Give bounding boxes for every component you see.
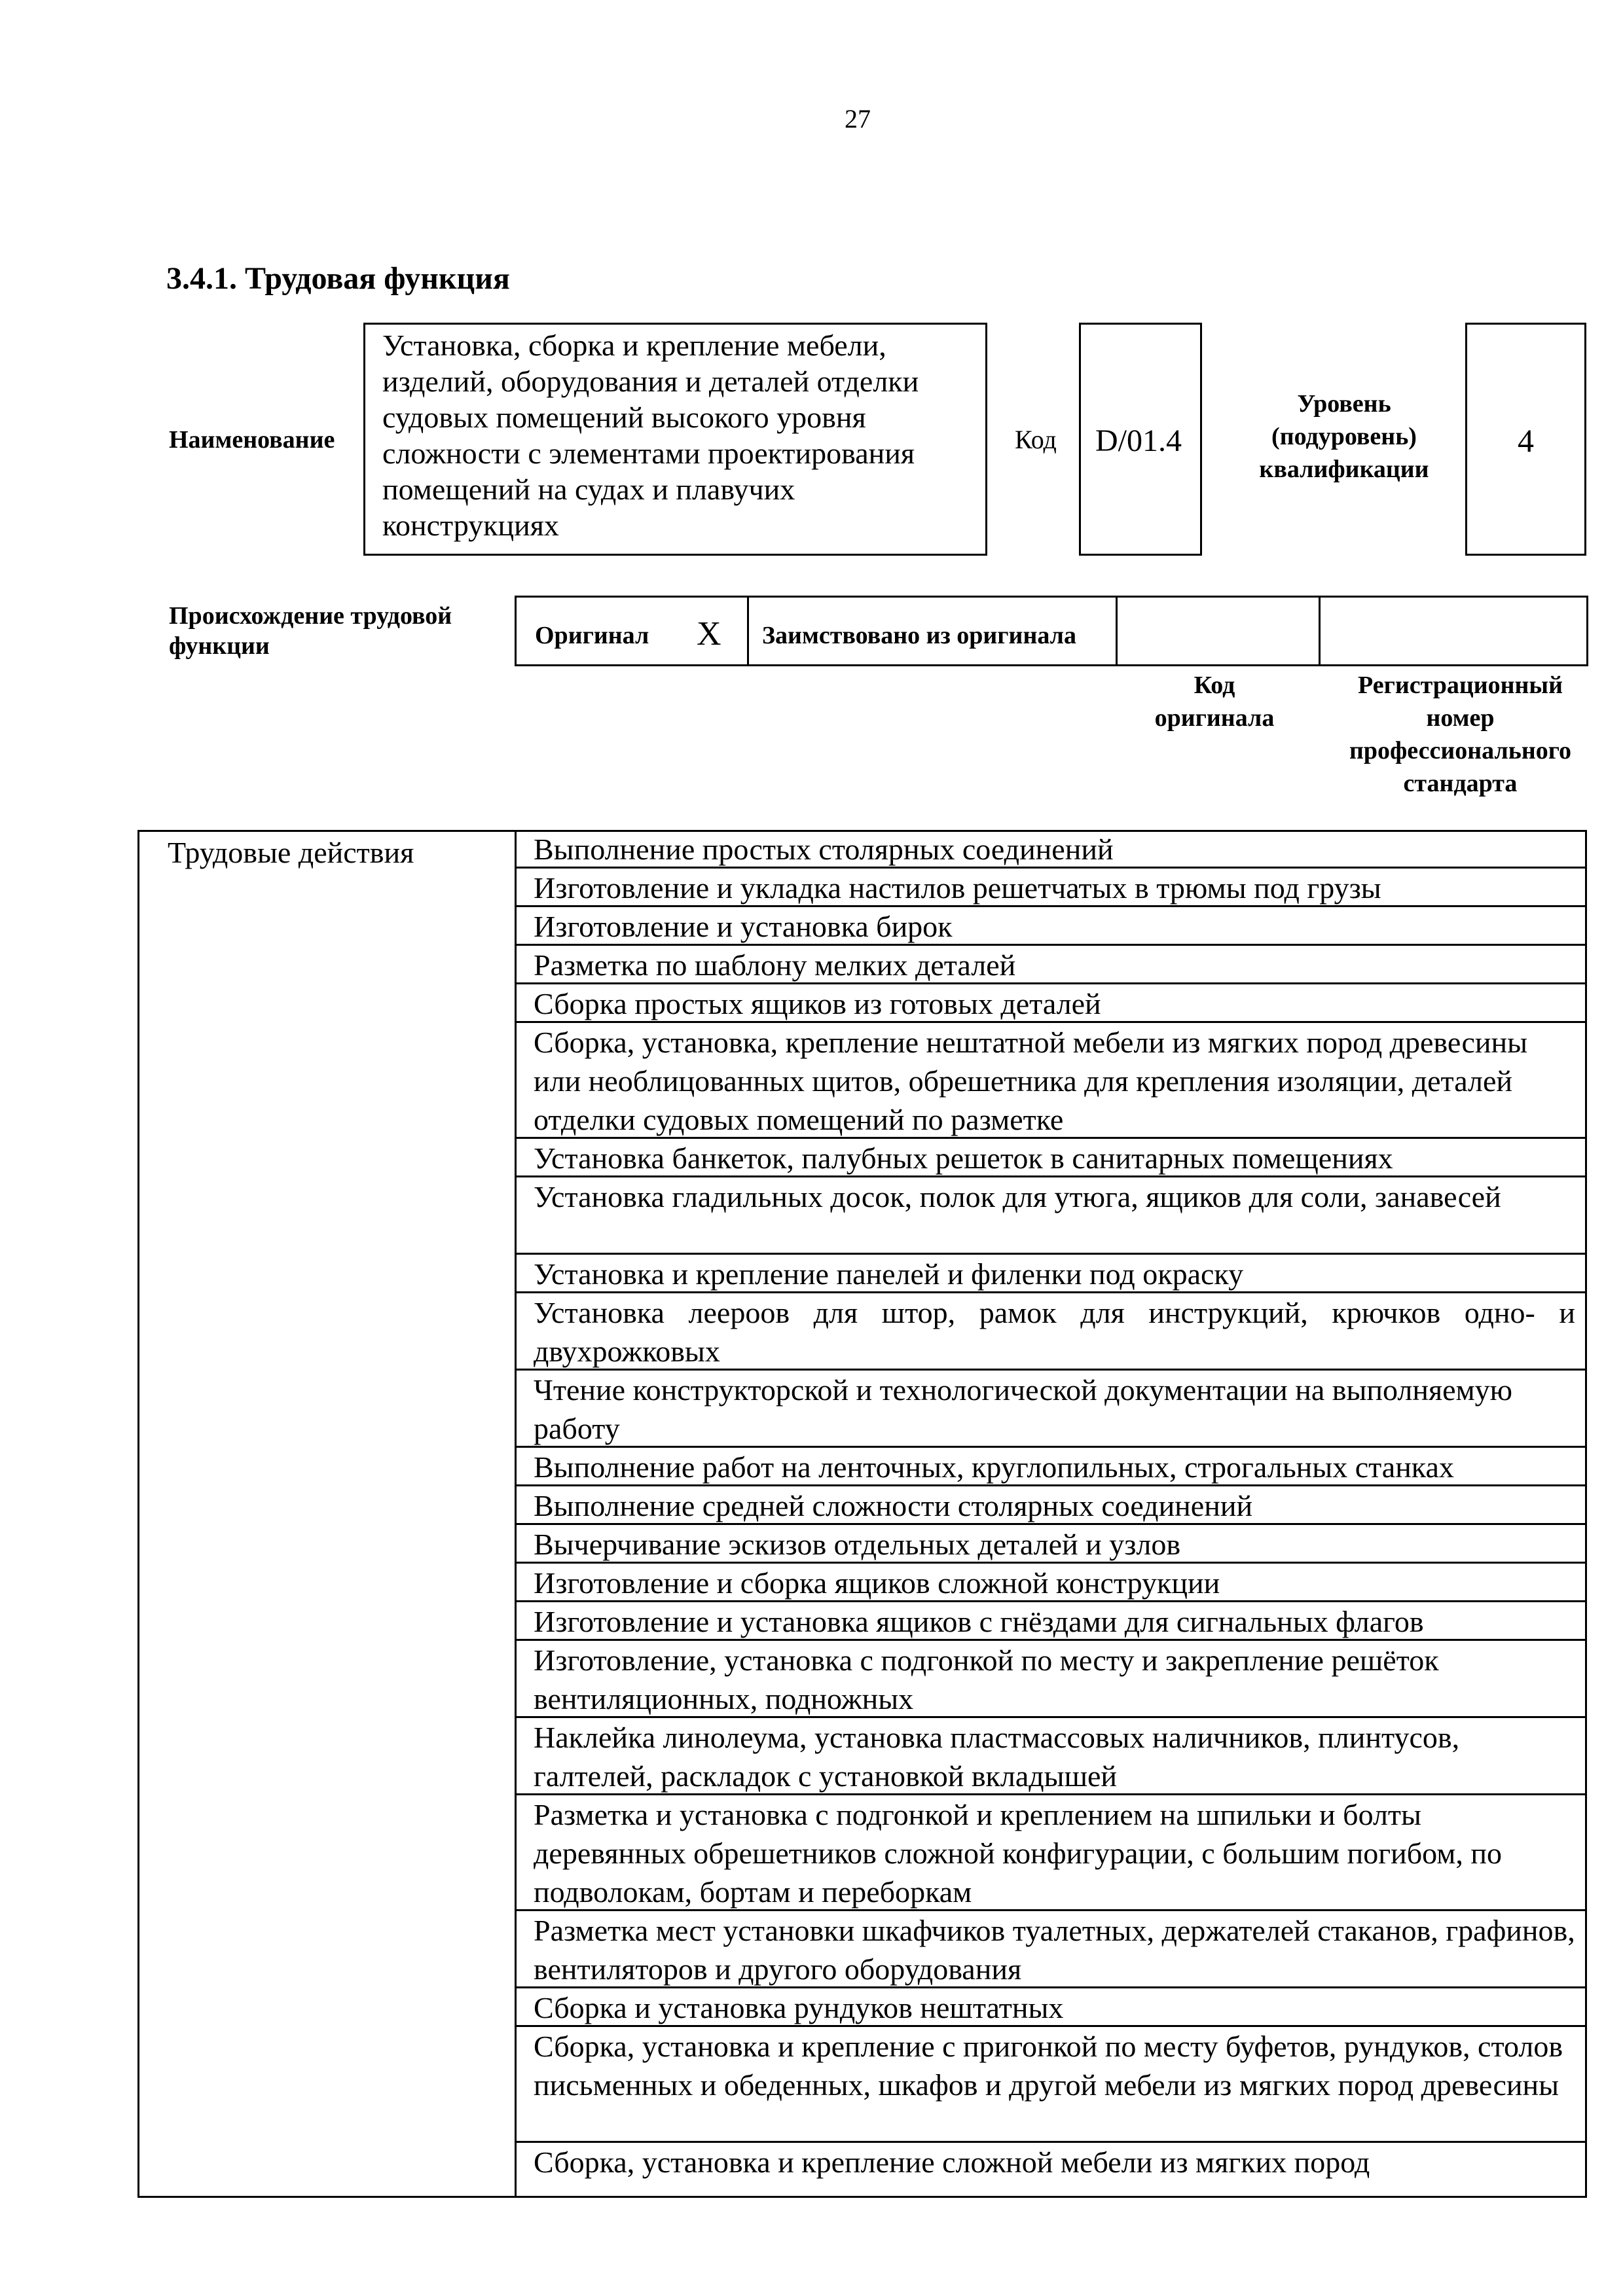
action-item: Вычерчивание эскизов отдельных деталей и узлов bbox=[517, 1525, 1587, 1564]
original-label: Оригинал bbox=[535, 622, 649, 649]
action-item: Выполнение работ на ленточных, круглопильных, строгальных станках bbox=[517, 1448, 1587, 1486]
name-label: Наименование bbox=[169, 426, 335, 454]
function-name-box: Установка, сборка и крепление мебели, изделий, оборудования и деталей отделки судовых помещений высокого уровня сложности с элементами проектирования помещений на судах и плавучих конструкциях bbox=[363, 323, 987, 556]
action-item: Изготовление и установка бирок bbox=[517, 907, 1587, 946]
action-item: Сборка простых ящиков из готовых деталей bbox=[517, 984, 1587, 1023]
actions-list bbox=[515, 830, 1587, 2198]
actions-title: Трудовые действия bbox=[168, 836, 414, 869]
origin-label: Происхождение трудовой функции bbox=[169, 602, 452, 660]
action-item: Установка и крепление панелей и филенки под окраску bbox=[517, 1255, 1587, 1293]
action-item: Разметка и установка с подгонкой и креплением на шпильки и болты деревянных обрешетников сложной конфигурации, с большим погибом, по подволокам, бортам и переборкам bbox=[517, 1795, 1587, 1911]
original-check-mark: X bbox=[697, 615, 721, 653]
action-item: Сборка, установка, крепление нештатной мебели из мягких пород древесины или необлицованных щитов, обрешетника для крепления изоляции, деталей отделки судовых помещений по разметке bbox=[517, 1023, 1587, 1139]
origin-reg-number-cell bbox=[1321, 598, 1586, 664]
qualification-level-label: Уровень (подуровень) квалификации bbox=[1259, 390, 1429, 483]
action-item: Изготовление и сборка ящиков сложной конструкции bbox=[517, 1564, 1587, 1602]
action-item: Сборка, установка и крепление с пригонкой по месту буфетов, рундуков, столов письменных и обеденных, шкафов и другой мебели из мягких пород древесины bbox=[517, 2027, 1587, 2143]
origin-row bbox=[515, 596, 1588, 666]
code-label: Код bbox=[1015, 425, 1057, 454]
action-item: Разметка по шаблону мелких деталей bbox=[517, 946, 1587, 984]
action-item: Сборка и установка рундуков нештатных bbox=[517, 1988, 1587, 2027]
origin-borrowed-cell bbox=[749, 598, 1118, 664]
qualification-level-box: 4 bbox=[1465, 323, 1586, 556]
action-item: Изготовление и установка ящиков с гнёздами для сигнальных флагов bbox=[517, 1602, 1587, 1641]
action-item: Выполнение простых столярных соединений bbox=[517, 830, 1587, 869]
borrowed-label: Заимствовано из оригинала bbox=[762, 622, 1076, 649]
origin-code-caption: Код оригинала bbox=[1154, 672, 1275, 732]
origin-code-cell bbox=[1118, 598, 1321, 664]
action-item: Сборка, установка и крепление сложной мебели из мягких пород bbox=[534, 2145, 1370, 2179]
action-item: Разметка мест установки шкафчиков туалетных, держателей стаканов, графинов, вентиляторов и другого оборудования bbox=[517, 1911, 1587, 1988]
reg-number-caption: Регистрационный номер профессионального стандарта bbox=[1349, 672, 1572, 797]
action-item: Чтение конструкторской и технологической документации на выполняемую работу bbox=[517, 1371, 1587, 1448]
code-value-box: D/01.4 bbox=[1079, 323, 1202, 556]
action-item: Наклейка линолеума, установка пластмассовых наличников, плинтусов, галтелей, раскладок с установкой вкладышей bbox=[517, 1718, 1587, 1795]
action-item: Установка банкеток, палубных решеток в санитарных помещениях bbox=[517, 1139, 1587, 1177]
section-title: 3.4.1. Трудовая функция bbox=[166, 261, 510, 296]
action-item: Установка гладильных досок, полок для утюга, ящиков для соли, занавесей bbox=[517, 1177, 1587, 1255]
action-item: Изготовление, установка с подгонкой по месту и закрепление решёток вентиляционных, подножных bbox=[517, 1641, 1587, 1718]
page-number: 27 bbox=[845, 104, 871, 134]
action-item: Изготовление и укладка настилов решетчатых в трюмы под грузы bbox=[517, 869, 1587, 907]
action-item: Выполнение средней сложности столярных соединений bbox=[517, 1486, 1587, 1525]
action-item: Установка леероов для штор, рамок для инструкций, крючков одно- и двухрожковых bbox=[517, 1293, 1587, 1371]
origin-original-cell bbox=[517, 598, 749, 664]
